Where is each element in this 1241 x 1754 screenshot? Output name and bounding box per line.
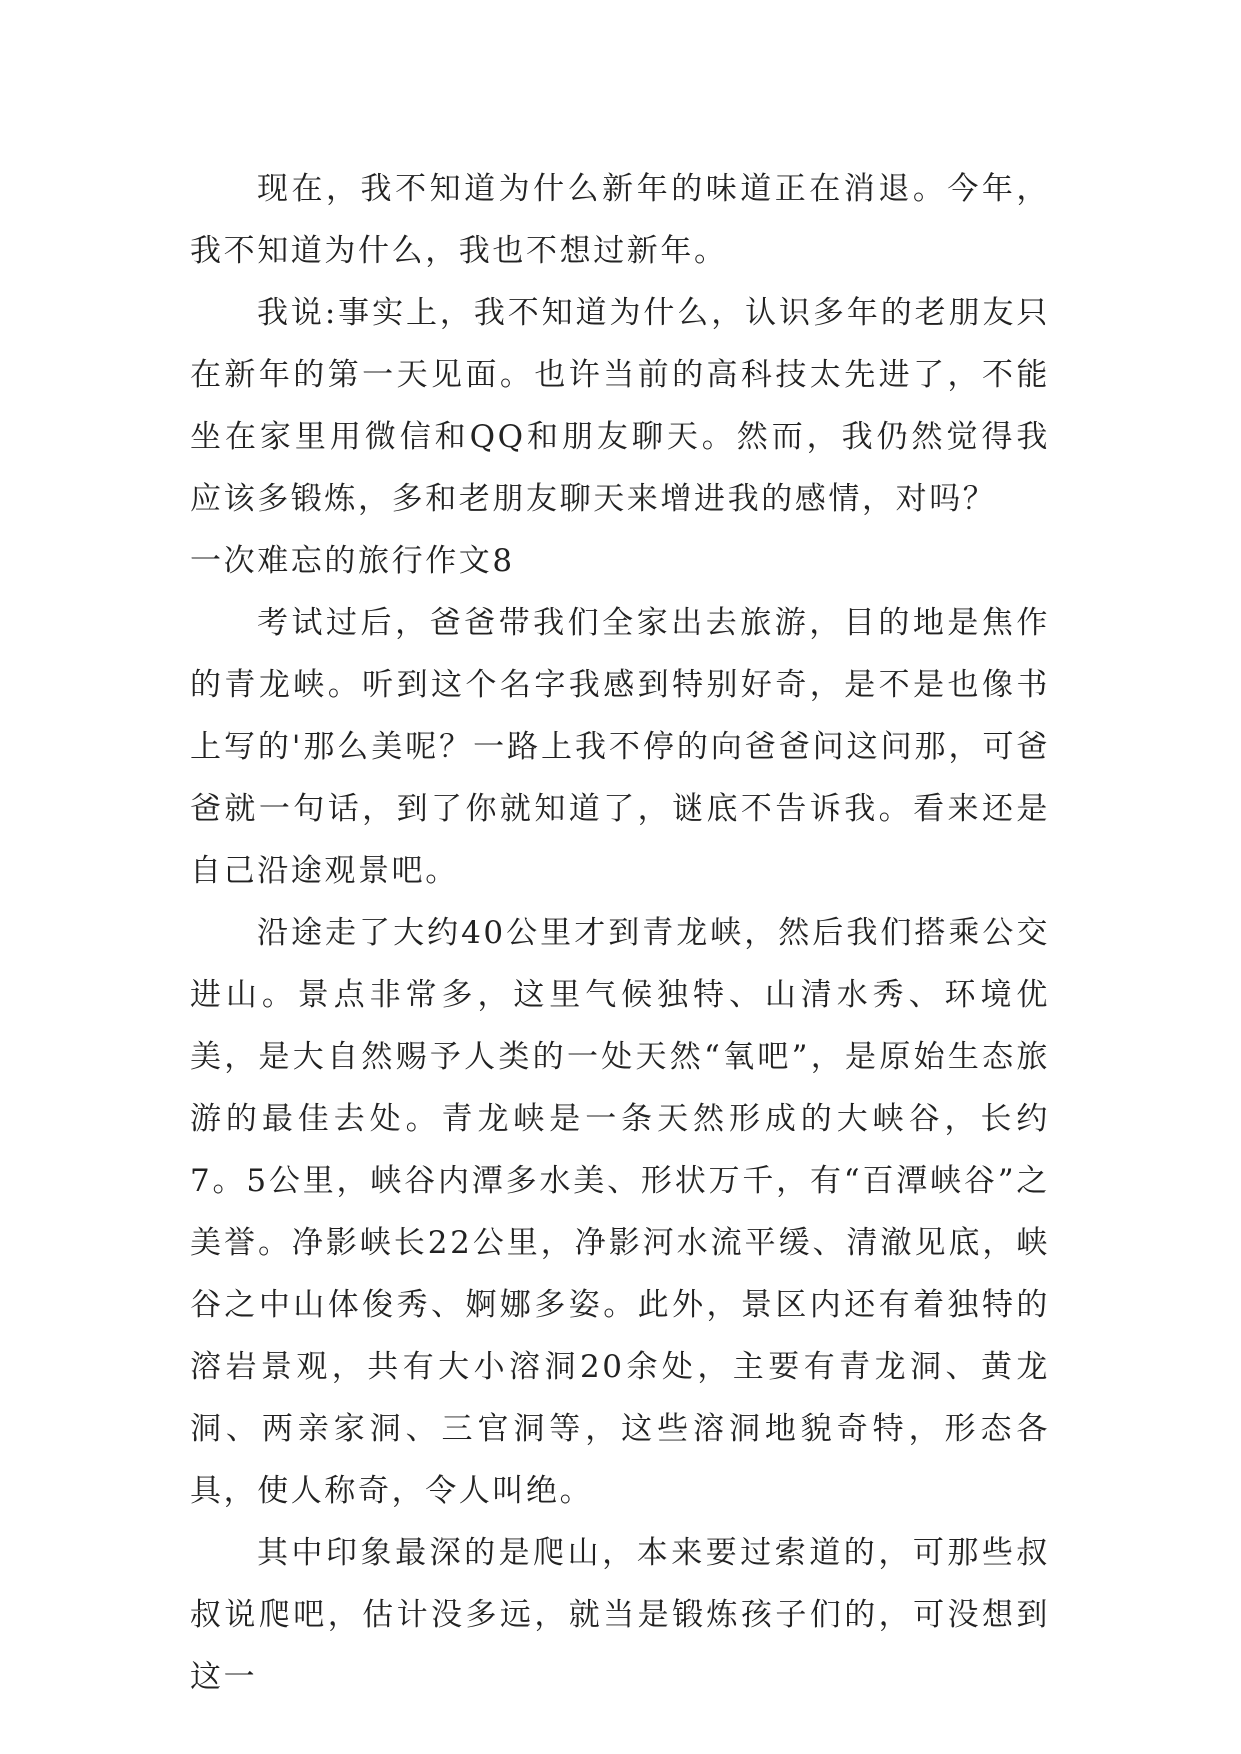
paragraph-qinglong-gorge: 沿途走了大约40公里才到青龙峡，然后我们搭乘公交进山。景点非常多，这里气候独特、山清水秀、环境优美，是大自然赐予人类的一处天然“氧吧”，是原始生态旅游的最佳去处。青龙峡是一条天然形成的大峡谷，长约7。5公里，峡谷内潭多水美、形状万千，有“百潭峡谷”之美誉。净影峡长22公里，净影河水流平缓、清澈见底，峡谷之中山体俊秀、婀娜多姿。此外，景区内还有着独特的溶岩景观，共有大小溶洞20余处，主要有青龙洞、黄龙洞、两亲家洞、三官洞等，这些溶洞地貌奇特，形态各具，使人称奇，令人叫绝。 — [190, 915, 1050, 1509]
essay-heading: 一次难忘的旅行作文8 — [190, 543, 515, 579]
document-body — [190, 158, 1050, 1708]
paragraph-old-friends: 我说:事实上，我不知道为什么，认识多年的老朋友只在新年的第一天见面。也许当前的高科技太先进了，不能坐在家里用微信和QQ和朋友聊天。然而，我仍然觉得我应该多锻炼，多和老朋友聊天来增进我的感情，对吗？ — [190, 295, 1050, 517]
paragraph-climbing: 其中印象最深的是爬山，本来要过索道的，可那些叔叔说爬吧，估计没多远，就当是锻炼孩子们的，可没想到这一 — [190, 1535, 1050, 1695]
paragraph-trip-start: 考试过后，爸爸带我们全家出去旅游，目的地是焦作的青龙峡。听到这个名字我感到特别好奇，是不是也像书上写的'那么美呢？一路上我不停的向爸爸问这问那，可爸爸就一句话，到了你就知道了，谜底不告诉我。看来还是自己沿途观景吧。 — [190, 605, 1050, 889]
paragraph-new-year-fading: 现在，我不知道为什么新年的味道正在消退。今年，我不知道为什么，我也不想过新年。 — [190, 171, 1050, 269]
